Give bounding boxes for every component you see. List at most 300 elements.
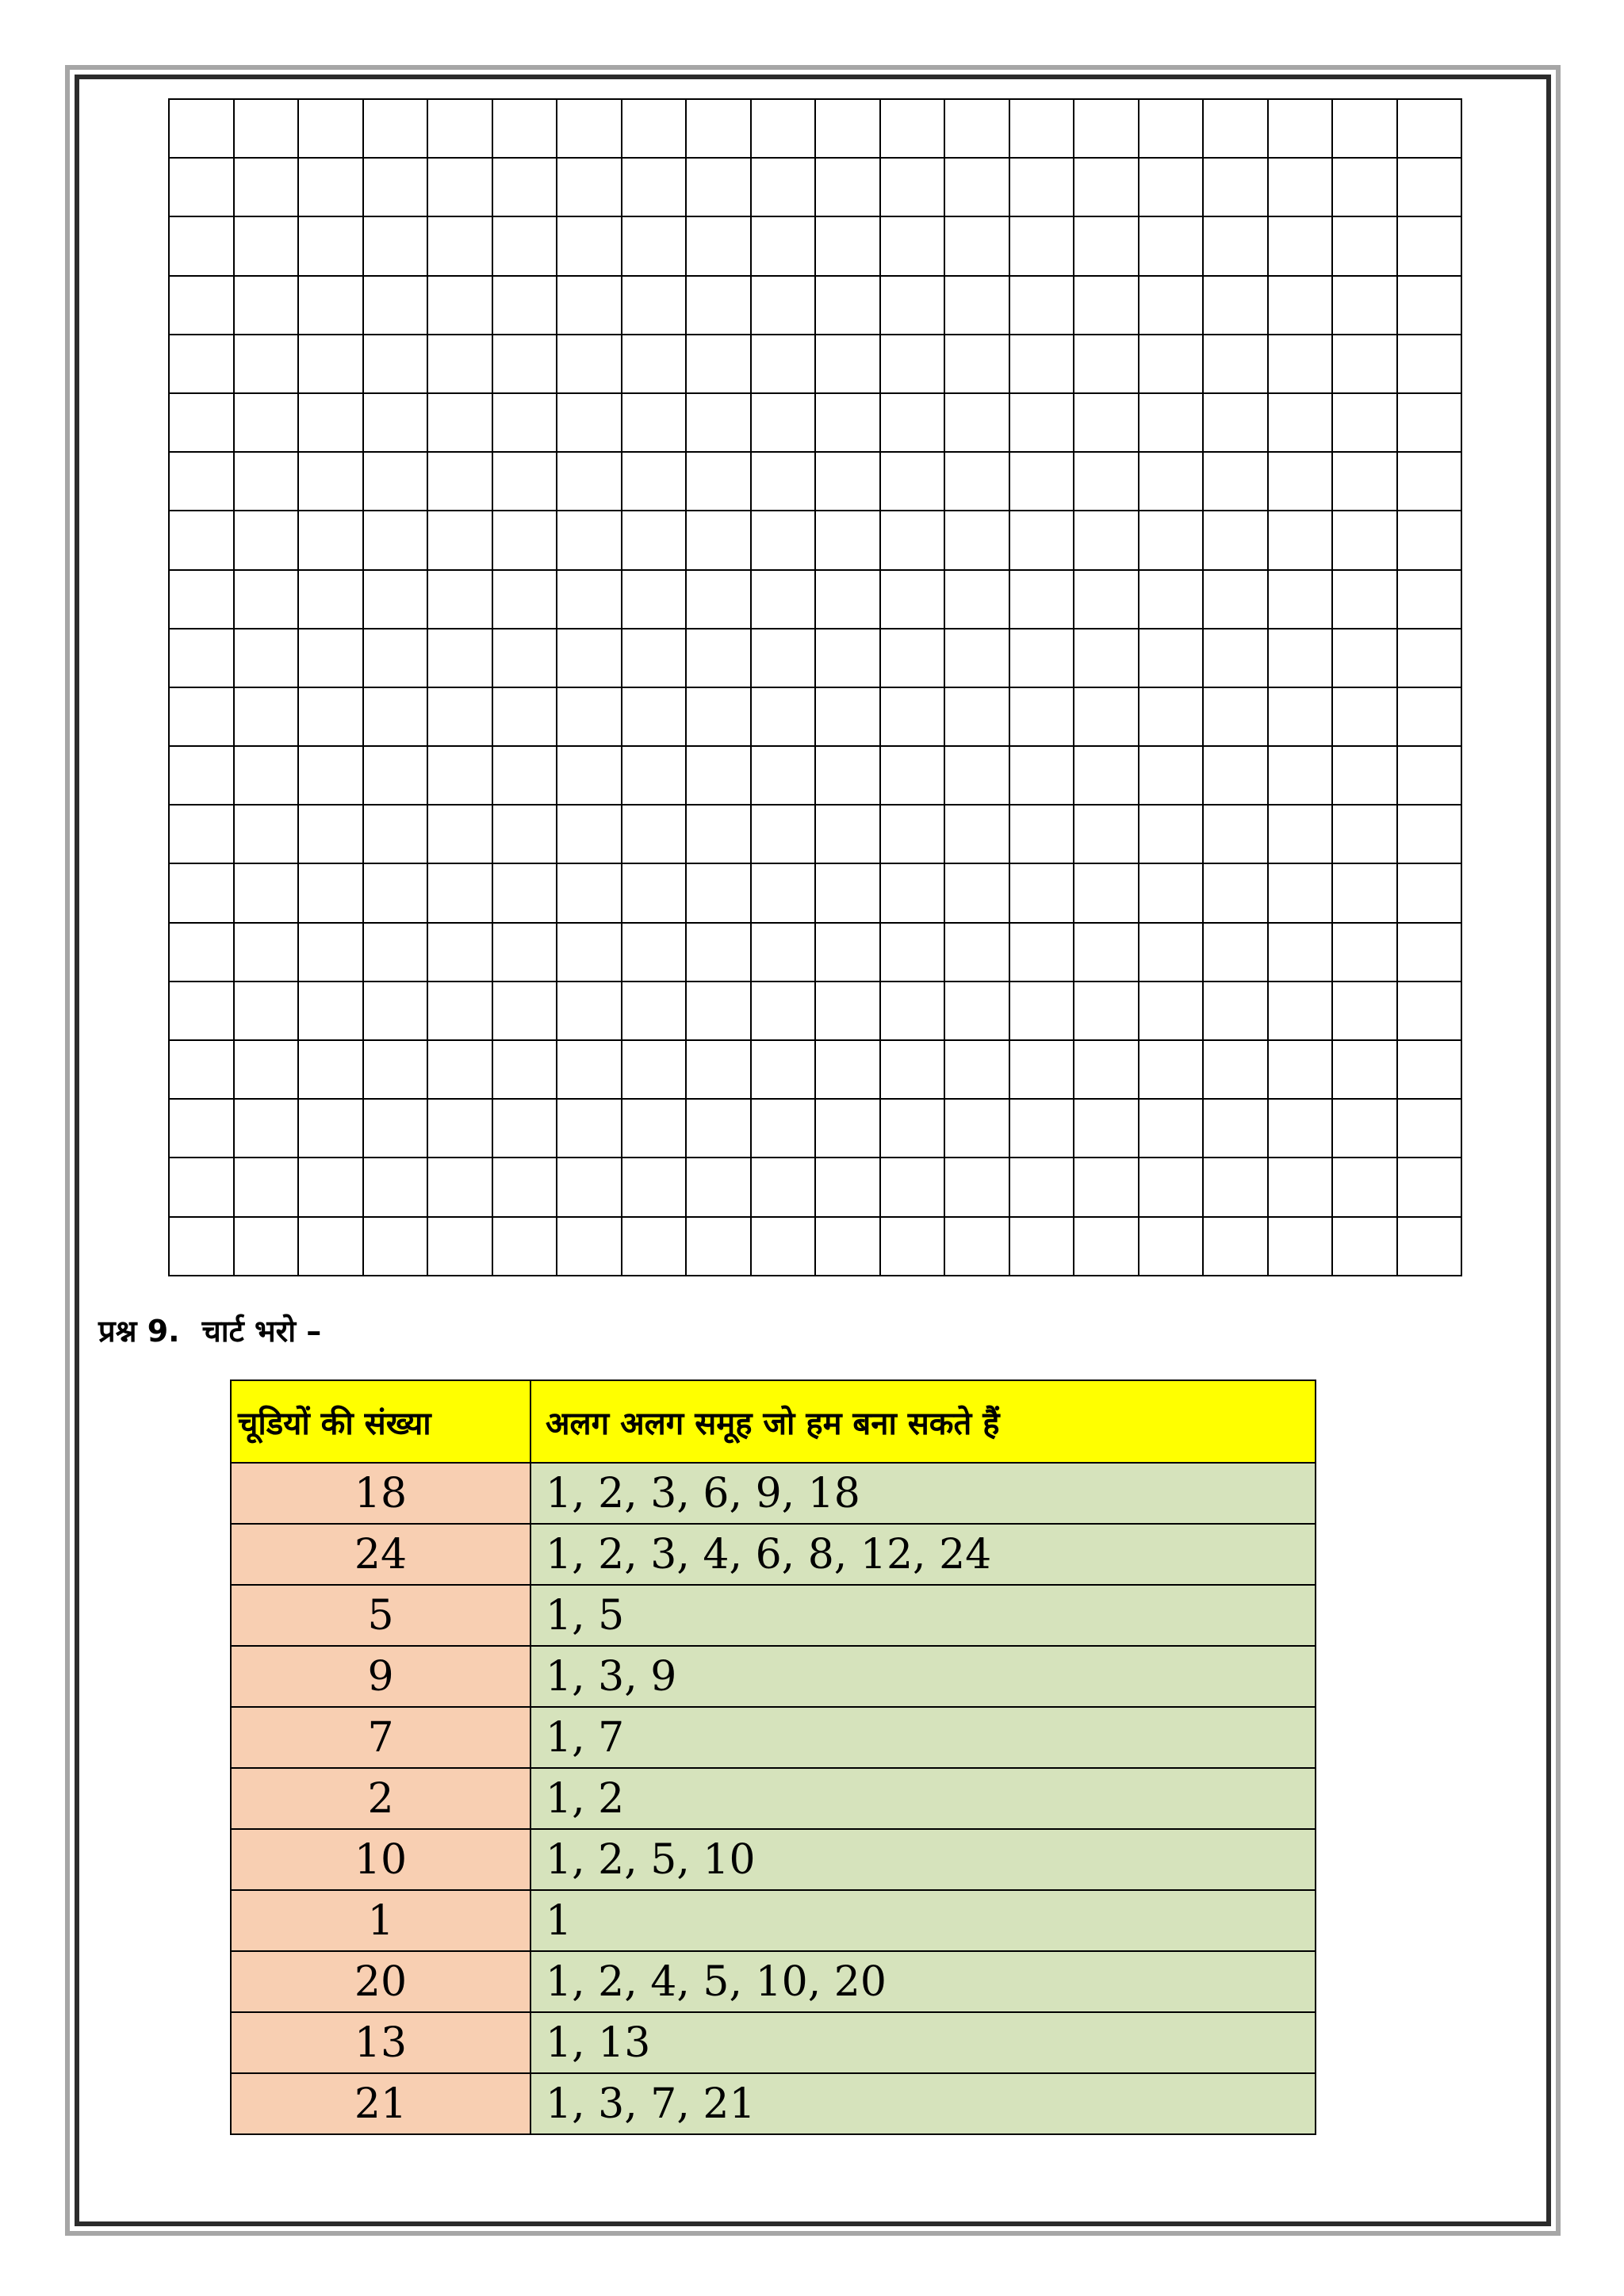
grid-cell [299,217,364,276]
grid-cell [1010,277,1075,335]
grid-cell [881,1041,946,1100]
grid-cell [752,806,817,864]
grid-cell [1074,571,1139,629]
grid-cell [557,982,622,1041]
grid-cell [1139,277,1205,335]
grid-cell [170,864,235,923]
grid-cell [428,511,493,570]
grid-cell [1333,1218,1398,1276]
groups-cell: 1, 3, 7, 21 [530,2073,1316,2134]
grid-cell [1010,159,1075,217]
grid-cell [170,1100,235,1158]
grid-cell [557,453,622,511]
grid-cell [235,1041,300,1100]
grid-cell [493,1100,558,1158]
grid-cell [1074,806,1139,864]
grid-cell [493,453,558,511]
grid-cell [945,511,1010,570]
grid-cell [1010,100,1075,159]
grid-cell [1333,277,1398,335]
grid-cell [364,982,429,1041]
question-text: चार्ट भरो – [201,1314,322,1349]
grid-cell [1333,982,1398,1041]
grid-cell [170,629,235,688]
grid-cell [752,159,817,217]
grid-cell [364,1158,429,1217]
grid-cell [493,747,558,806]
grid-cell [622,511,688,570]
grid-cell [235,394,300,453]
grid-cell [1074,453,1139,511]
grid-cell [1139,629,1205,688]
grid-cell [1269,1100,1334,1158]
grid-cell [557,924,622,982]
grid-cell [816,571,881,629]
grid-cell [557,806,622,864]
grid-cell [945,1158,1010,1217]
grid-cell [364,1100,429,1158]
grid-cell [687,1158,752,1217]
grid-cell [622,159,688,217]
grid-cell [364,335,429,394]
grid-cell [364,1041,429,1100]
grid-cell [299,1158,364,1217]
bangles-chart-table [230,1380,1316,2135]
grid-cell [1010,394,1075,453]
grid-cell [1269,453,1334,511]
grid-cell [945,924,1010,982]
grid-cell [1398,1041,1463,1100]
grid-cell [557,1158,622,1217]
grid-cell [622,217,688,276]
grid-cell [1139,1158,1205,1217]
grid-cell [1398,277,1463,335]
grid-cell [1333,629,1398,688]
grid-cell [816,688,881,747]
grid-cell [1074,864,1139,923]
grid-cell [881,1218,946,1276]
grid-cell [881,806,946,864]
grid-cell [1074,1218,1139,1276]
grid-cell [299,511,364,570]
grid-cell [1010,629,1075,688]
grid-cell [1010,806,1075,864]
grid-cell [299,1218,364,1276]
grid-cell [364,453,429,511]
grid-cell [1010,982,1075,1041]
grid-cell [1269,747,1334,806]
grid-cell [622,747,688,806]
grid-cell [493,982,558,1041]
grid-cell [170,277,235,335]
grid-cell [752,1158,817,1217]
bangle-count-cell: 10 [231,1829,530,1890]
grid-cell [557,277,622,335]
grid-cell [428,571,493,629]
grid-cell [170,511,235,570]
grid-cell [1204,100,1269,159]
grid-cell [622,277,688,335]
grid-cell [299,571,364,629]
grid-cell [687,571,752,629]
grid-cell [493,864,558,923]
grid-cell [364,217,429,276]
grid-cell [752,982,817,1041]
grid-cell [881,159,946,217]
grid-cell [1204,1100,1269,1158]
grid-cell [170,217,235,276]
grid-cell [299,1041,364,1100]
grid-cell [881,453,946,511]
grid-cell [881,747,946,806]
grid-cell [428,806,493,864]
grid-cell [1139,806,1205,864]
grid-cell [493,629,558,688]
grid-cell [1074,335,1139,394]
grid-cell [493,100,558,159]
grid-cell [752,629,817,688]
grid-cell [493,335,558,394]
grid-cell [557,864,622,923]
grid-cell [1010,571,1075,629]
grid-cell [816,511,881,570]
grid-cell [622,688,688,747]
grid-cell [752,864,817,923]
grid-cell [364,1218,429,1276]
grid-cell [1398,511,1463,570]
grid-cell [752,100,817,159]
grid-cell [1010,688,1075,747]
grid-cell [945,1041,1010,1100]
grid-cell [428,1158,493,1217]
grid-cell [170,924,235,982]
grid-cell [1398,100,1463,159]
grid-cell [816,100,881,159]
grid-cell [816,629,881,688]
bangle-count-cell: 9 [231,1646,530,1707]
grid-cell [945,806,1010,864]
grid-cell [428,1100,493,1158]
grid-cell [1398,1100,1463,1158]
grid-cell [170,1158,235,1217]
grid-cell [1333,688,1398,747]
grid-cell [945,453,1010,511]
grid-cell [235,1218,300,1276]
grid-cell [235,747,300,806]
grid-cell [752,453,817,511]
grid-cell [1074,394,1139,453]
grid-cell [687,1041,752,1100]
grid-cell [364,864,429,923]
grid-cell [622,100,688,159]
grid-cell [816,453,881,511]
grid-cell [235,1158,300,1217]
grid-cell [493,924,558,982]
grid-cell [1333,864,1398,923]
grid-cell [752,571,817,629]
grid-cell [557,1218,622,1276]
grid-cell [1139,1218,1205,1276]
groups-cell: 1, 13 [530,2012,1316,2073]
bangle-count-cell: 2 [231,1768,530,1829]
grid-cell [364,159,429,217]
question-number: प्रश्न 9. [98,1314,180,1349]
table-row [231,1463,1316,1524]
grid-cell [428,453,493,511]
grid-cell [1398,217,1463,276]
groups-cell: 1 [530,1890,1316,1951]
bangle-count-cell: 21 [231,2073,530,2134]
grid-cell [1398,1158,1463,1217]
grid-cell [557,1100,622,1158]
grid-cell [1074,100,1139,159]
grid-cell [687,453,752,511]
grid-cell [493,1041,558,1100]
grid-cell [1269,1218,1334,1276]
grid-cell [428,747,493,806]
grid-cell [428,335,493,394]
grid-cell [235,277,300,335]
grid-cell [687,100,752,159]
grid-cell [1010,1218,1075,1276]
grid-cell [752,747,817,806]
grid-cell [1398,982,1463,1041]
grid-cell [1139,511,1205,570]
grid-cell [1204,511,1269,570]
grid-cell [299,864,364,923]
grid-cell [235,217,300,276]
grid-cell [816,277,881,335]
grid-cell [1398,747,1463,806]
grid-cell [945,217,1010,276]
grid-cell [881,277,946,335]
grid-cell [1333,394,1398,453]
grid-cell [687,806,752,864]
bangle-count-cell: 5 [231,1585,530,1646]
table-row [231,2012,1316,2073]
grid-cell [299,629,364,688]
grid-cell [235,688,300,747]
grid-cell [752,1041,817,1100]
grid-cell [687,1100,752,1158]
grid-cell [428,277,493,335]
grid-cell [816,1041,881,1100]
grid-cell [881,688,946,747]
grid-cell [622,571,688,629]
grid-cell [1269,864,1334,923]
grid-cell [170,100,235,159]
grid-cell [1074,688,1139,747]
grid-cell [364,806,429,864]
grid-cell [752,217,817,276]
grid-cell [493,571,558,629]
grid-cell [816,217,881,276]
header-bangle-count: चूडियों की संख्या [231,1380,530,1463]
grid-cell [881,394,946,453]
grid-cell [170,453,235,511]
grid-cell [752,277,817,335]
grid-cell [881,629,946,688]
grid-cell [235,159,300,217]
grid-cell [622,1100,688,1158]
table-row [231,2073,1316,2134]
grid-cell [1398,1218,1463,1276]
grid-cell [364,100,429,159]
grid-cell [1010,511,1075,570]
grid-cell [557,335,622,394]
grid-cell [1074,277,1139,335]
grid-cell [1010,1100,1075,1158]
grid-cell [299,335,364,394]
grid-cell [493,1218,558,1276]
groups-cell: 1, 2, 3, 6, 9, 18 [530,1463,1316,1524]
grid-cell [235,1100,300,1158]
grid-cell [752,924,817,982]
grid-cell [170,806,235,864]
grid-cell [1204,571,1269,629]
grid-cell [945,629,1010,688]
grid-cell [1204,394,1269,453]
question-heading [98,1310,321,1351]
grid-cell [1398,571,1463,629]
grid-cell [1139,864,1205,923]
grid-cell [622,924,688,982]
grid-cell [170,982,235,1041]
square-grid [168,98,1462,1276]
grid-cell [816,747,881,806]
grid-cell [622,982,688,1041]
grid-cell [428,629,493,688]
grid-cell [493,688,558,747]
grid-cell [364,688,429,747]
grid-cell [945,864,1010,923]
grid-cell [945,1100,1010,1158]
grid-cell [816,394,881,453]
grid-cell [1269,159,1334,217]
grid-cell [1398,924,1463,982]
grid-cell [235,864,300,923]
grid-cell [1398,159,1463,217]
grid-cell [816,159,881,217]
grid-cell [945,159,1010,217]
grid-cell [687,335,752,394]
grid-cell [1204,1218,1269,1276]
grid-cell [1398,394,1463,453]
grid-cell [687,982,752,1041]
grid-cell [428,864,493,923]
grid-cell [428,394,493,453]
grid-cell [881,335,946,394]
grid-cell [428,100,493,159]
grid-cell [881,1100,946,1158]
groups-cell: 1, 2, 3, 4, 6, 8, 12, 24 [530,1524,1316,1585]
grid-cell [1139,688,1205,747]
grid-cell [1074,1100,1139,1158]
grid-cell [299,453,364,511]
grid-cell [1269,571,1334,629]
grid-cell [557,511,622,570]
grid-cell [816,335,881,394]
grid-cell [1204,629,1269,688]
grid-cell [235,629,300,688]
grid-cell [1333,747,1398,806]
grid-cell [881,864,946,923]
grid-cell [622,864,688,923]
grid-cell [687,629,752,688]
table-row [231,1646,1316,1707]
grid-cell [557,394,622,453]
grid-cell [170,571,235,629]
grid-cell [816,806,881,864]
grid-cell [687,159,752,217]
groups-cell: 1, 7 [530,1707,1316,1768]
table-row [231,1829,1316,1890]
grid-cell [881,924,946,982]
grid-cell [1010,747,1075,806]
grid-cell [235,571,300,629]
grid-cell [1269,100,1334,159]
grid-cell [428,159,493,217]
grid-cell [1204,688,1269,747]
grid-cell [1074,924,1139,982]
grid-cell [1139,1041,1205,1100]
grid-cell [687,277,752,335]
grid-cell [299,982,364,1041]
grid-cell [1269,394,1334,453]
grid-cell [557,217,622,276]
grid-cell [1333,335,1398,394]
grid-cell [428,217,493,276]
grid-cell [1333,159,1398,217]
grid-cell [816,924,881,982]
grid-cell [1333,453,1398,511]
grid-cell [364,277,429,335]
grid-cell [622,335,688,394]
grid-cell [1398,688,1463,747]
table-row [231,1890,1316,1951]
grid-cell [1074,217,1139,276]
grid-cell [1139,1100,1205,1158]
grid-cell [1204,864,1269,923]
grid-cell [1139,924,1205,982]
grid-cell [945,747,1010,806]
bangle-count-cell: 13 [231,2012,530,2073]
grid-cell [752,688,817,747]
grid-cell [622,629,688,688]
grid-cell [1269,629,1334,688]
grid-cell [299,747,364,806]
grid-cell [1269,806,1334,864]
grid-cell [1074,747,1139,806]
grid-cell [493,1158,558,1217]
grid-cell [170,747,235,806]
groups-cell: 1, 2 [530,1768,1316,1829]
groups-cell: 1, 2, 5, 10 [530,1829,1316,1890]
grid-cell [687,864,752,923]
grid-cell [299,277,364,335]
grid-cell [1269,1158,1334,1217]
groups-cell: 1, 5 [530,1585,1316,1646]
grid-cell [299,394,364,453]
groups-cell: 1, 3, 9 [530,1646,1316,1707]
grid-cell [1204,1041,1269,1100]
grid-cell [1074,629,1139,688]
grid-cell [493,277,558,335]
grid-cell [1010,864,1075,923]
grid-cell [364,511,429,570]
grid-cell [170,159,235,217]
table-header-row [231,1380,1316,1463]
